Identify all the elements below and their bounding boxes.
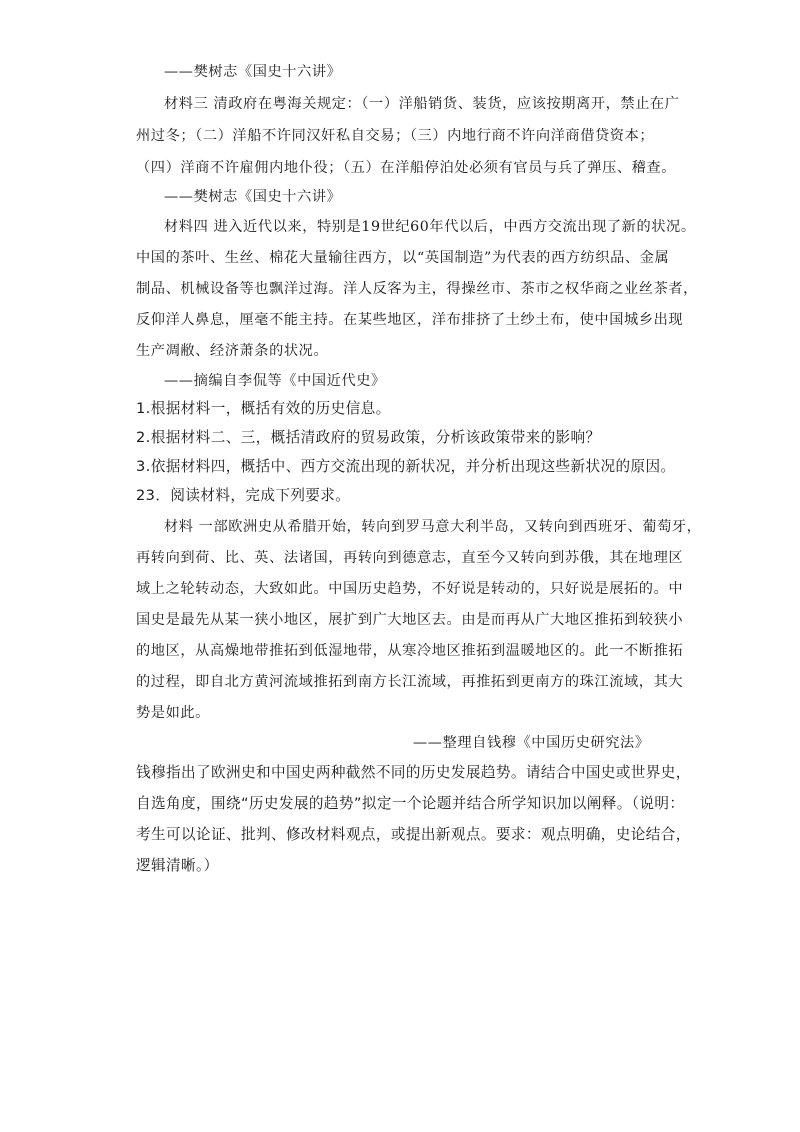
question-item: 2.根据材料二、三，概括清政府的贸易政策，分析该政策带来的影响？ [136, 429, 601, 446]
material-four-line: 材料四 进入近代以来，特别是19世纪60年代以后，中西方交流出现了新的状况。 [164, 219, 696, 235]
material-four-line: 制品、机械设备等也飘洋过海。洋人反客为主，得操丝市、茶市之权华商之业丝茶者， [136, 281, 698, 297]
material-line: 的过程，即自北方黄河流域推拓到南方长江流域，再推拓到更南方的珠江流域，其大 [136, 674, 684, 690]
question-item: 3.依据材料四，概括中、西方交流出现的新状况，并分析出现这些新状况的原因。 [136, 458, 676, 475]
task-instruction-line: 钱穆指出了欧洲史和中国史两种截然不同的历史发展趋势。请结合中国史或世界史， [136, 764, 691, 781]
material-three-line: 州过冬；（二）洋船不许同汉奸私自交易；（三）内地行商不许向洋商借贷资本； [136, 128, 655, 144]
material-line: 势是如此。 [136, 705, 210, 721]
material-line: 的地区，从高燥地带推拓到低湿地带，从寒冷地区推拓到温暖地区的。此一不断推拓 [136, 643, 684, 659]
task-instruction-line: 逻辑清晰。） [136, 857, 219, 874]
task-instruction-line: 自选角度，围绕“历史发展的趋势”拟定一个论题并结合所学知识加以阐释。（说明： [136, 795, 685, 812]
material-four-line: 反仰洋人鼻息，厘毫不能主持。在某些地区，洋布排挤了土纱土布，使中国城乡出现 [136, 312, 684, 328]
material-line: 国史是最先从某一狭小地区，展扩到广大地区去。由是而再从广大地区推拓到较狭小 [136, 612, 684, 628]
material-line: 再转向到荷、比、英、法诸国，再转向到德意志，直至今又转向到苏俄，其在地理区 [136, 550, 684, 566]
material-line: 域上之轮转动态，大致如此。中国历史趋势，不好说是转动的，只好说是展拓的。中 [136, 581, 684, 597]
material-line: 材料 一部欧洲史从希腊开始，转向到罗马意大利半岛，又转向到西班牙、葡萄牙， [164, 519, 702, 535]
source-citation: ——樊树志《国史十六讲》 [164, 189, 342, 205]
task-instruction-line: 考生可以论证、批判、修改材料观点，或提出新观点。要求：观点明确，史论结合， [136, 826, 691, 843]
material-three-line: （四）洋商不许雇佣内地仆役；（五）在洋船停泊处必须有官员与兵了弹压、稽查。 [136, 160, 677, 176]
question-heading: 23．阅读材料，完成下列要求。 [136, 487, 351, 504]
question-item: 1.根据材料一，概括有效的历史信息。 [136, 400, 391, 417]
source-citation: ——摘编自李侃等《中国近代史》 [164, 373, 386, 389]
source-citation: ——整理自钱穆《中国历史研究法》 [413, 735, 650, 751]
source-citation: ——樊树志《国史十六讲》 [164, 64, 342, 80]
material-four-line: 生产凋敝、经济萧条的状况。 [136, 343, 329, 359]
material-three-line: 材料三 清政府在粤海关规定：（一）洋船销货、装货，应该按期离开，禁止在广 [164, 96, 680, 112]
material-four-line: 中国的茶叶、生丝、棉花大量输往西方，以“英国制造”为代表的西方纺织品、金属 [136, 250, 670, 266]
